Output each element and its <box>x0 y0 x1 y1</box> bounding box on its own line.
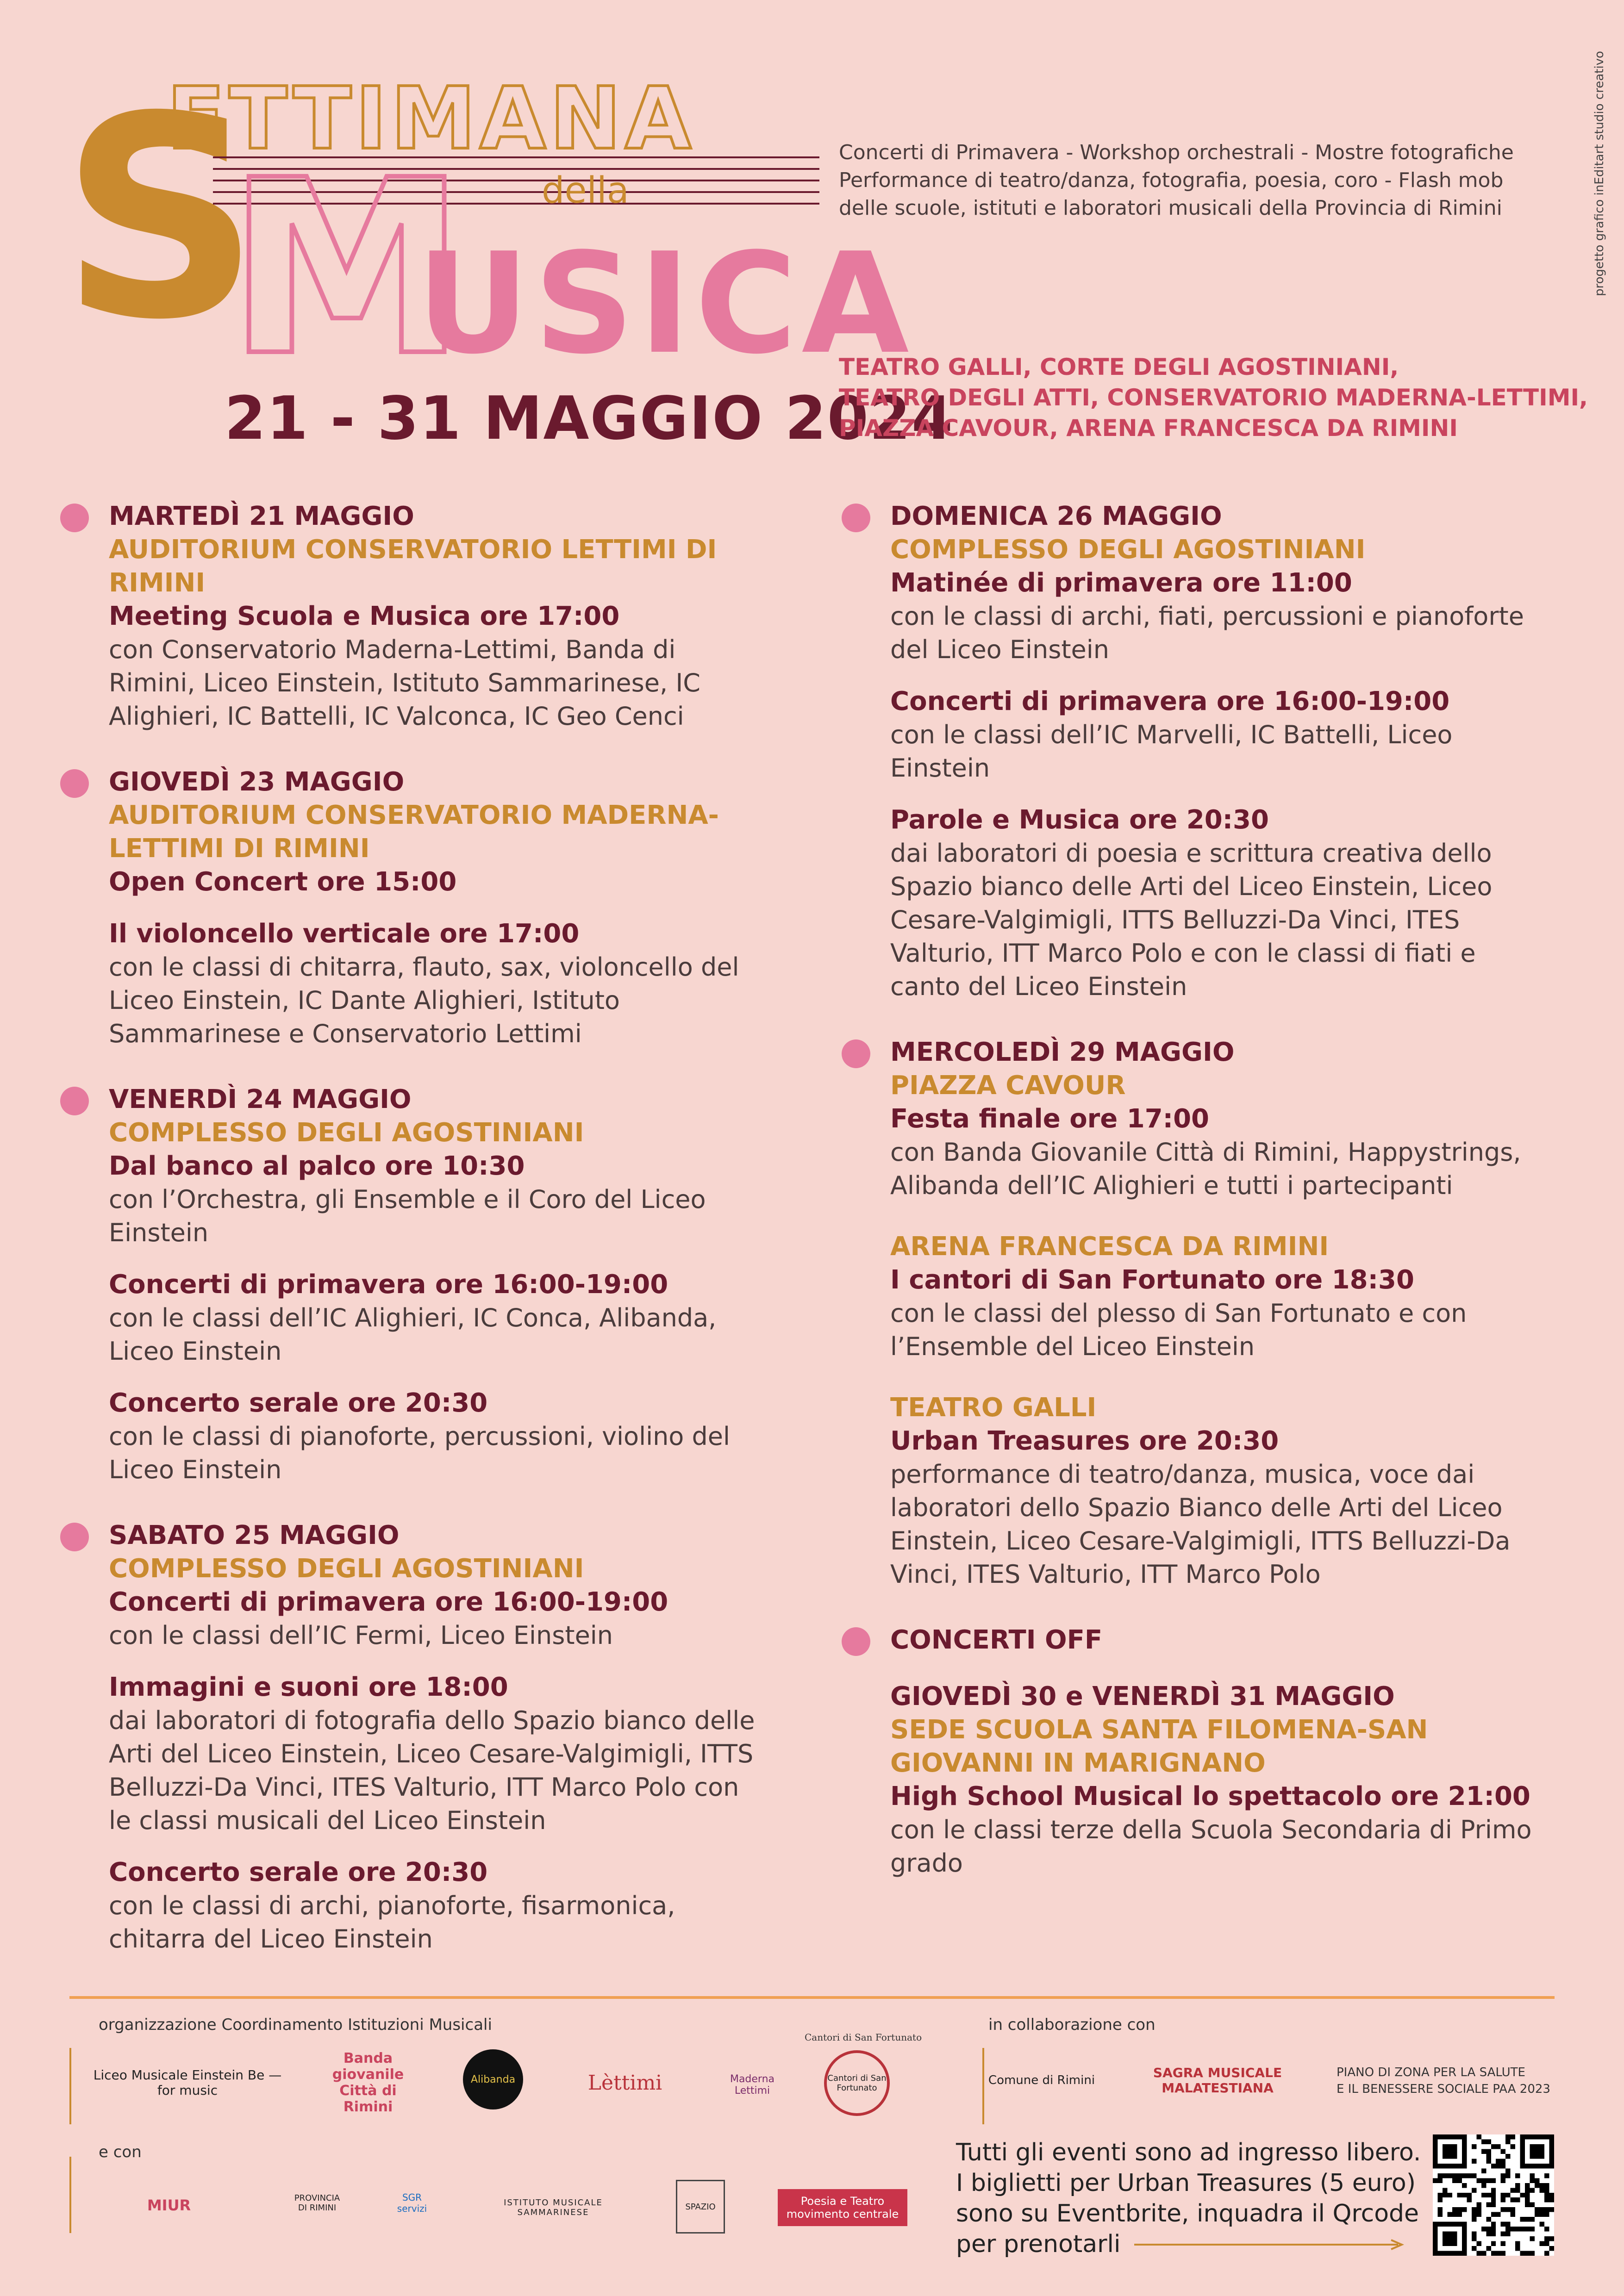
event-description: con l’Orchestra, gli Ensemble e il Coro del Liceo Einstein <box>109 1185 706 1247</box>
day-title: MERCOLEDÌ 29 MAGGIO <box>890 1037 1235 1067</box>
title-word-musica: USICA <box>417 223 914 385</box>
logo-bar-left <box>69 2048 71 2124</box>
event <box>109 600 764 733</box>
title-della: della <box>542 170 629 212</box>
day-title: MARTEDÌ 21 MAGGIO <box>109 501 414 531</box>
logo-spazio: SPAZIO <box>676 2180 725 2234</box>
festival-dates: 21 - 31 MAGGIO 2024 <box>225 384 954 453</box>
logo-liceo-einstein: Liceo Musicale Einstein Be — for music <box>93 2067 282 2098</box>
venue-name: PIAZZA CAVOUR <box>890 1070 1126 1101</box>
event <box>890 803 1545 1003</box>
event-description: con le classi dell’IC Fermi, Liceo Einstein <box>109 1621 613 1650</box>
event-description: con le classi di archi, fiati, percussioni e pianoforte del Liceo Einstein <box>890 602 1524 664</box>
day-block <box>60 1519 764 1956</box>
day-title: DOMENICA 26 MAGGIO <box>890 501 1222 531</box>
logo-miur: MIUR <box>147 2196 191 2214</box>
event-description: dai laboratori di poesia e scrittura creativa dello Spazio bianco delle Arti del Liceo Einstein, Liceo Cesare-Valgimigli, ITTS Belluzzi-Da Vinci, ITES Valturio, ITT Marco Polo e con le classi di fiati e canto del Liceo Einstein <box>890 839 1493 1001</box>
venue-name: COMPLESSO DEGLI AGOSTINIANI <box>890 535 1366 565</box>
logo-lettimi: Lèttimi <box>587 2071 662 2095</box>
venue-name: AUDITORIUM CONSERVATORIO LETTIMI DI RIMINI <box>109 535 717 598</box>
event-description: con Banda Giovanile Città di Rimini, Happystrings, Alibanda dell’IC Alighieri e tutti i partecipanti <box>890 1138 1521 1200</box>
venue-block <box>890 1391 1545 1591</box>
organization-label: organizzazione Coordinamento Istituzioni Musicali <box>99 2016 492 2034</box>
graphic-credit: progetto grafico inEditart studio creativo <box>1593 51 1606 296</box>
event-title: Concerti di primavera ore 16:00-19:00 <box>109 1587 668 1617</box>
event-description: con le classi terze della Scuola Secondaria di Primo grado <box>890 1815 1532 1878</box>
venue-block <box>890 1230 1545 1363</box>
event-description: con Conservatorio Maderna-Lettimi, Banda di Rimini, Liceo Einstein, Istituto Sammarinese, IC Alighieri, IC Battelli, IC Valconca, IC Geo Cenci <box>109 635 700 731</box>
event-title: Concerti di primavera ore 16:00-19:00 <box>109 1269 668 1300</box>
logo-banda-giovanile: Banda giovanile Città di Rimini <box>332 2050 404 2115</box>
festival-venues: TEATRO GALLI, CORTE DEGLI AGOSTINIANI, TEATRO DEGLI ATTI, CONSERVATORIO MADERNA-LETTIMI, PIAZZA CAVOUR, ARENA FRANCESCA DA RIMINI <box>839 354 1588 442</box>
event <box>109 1268 764 1368</box>
event <box>890 1102 1545 1202</box>
event-title: Concerti di primavera ore 16:00-19:00 <box>890 686 1450 716</box>
day-bullet-icon <box>60 1087 89 1115</box>
day-bullet-icon <box>60 769 89 798</box>
piano-di-zona: PIANO DI ZONA PER LA SALUTE E IL BENESSERE SOCIALE PAA 2023 <box>1337 2066 1550 2096</box>
program-right-column <box>842 500 1545 1912</box>
event <box>109 1150 764 1250</box>
festival-title-logo <box>60 56 914 409</box>
title-big-m: M <box>227 128 467 409</box>
day-block <box>60 765 764 1051</box>
event-description: con le classi di chitarra, flauto, sax, violoncello del Liceo Einstein, IC Dante Alighieri, Istituto Sammarinese e Conservatorio Lettimi <box>109 952 739 1048</box>
event-title: Concerto serale ore 20:30 <box>109 1388 488 1418</box>
collaboration-label: in collaborazione con <box>988 2016 1156 2034</box>
logo-cantori: Cantori di San Fortunato <box>824 2050 890 2116</box>
event <box>109 917 764 1051</box>
title-big-s: S <box>60 57 261 380</box>
qr-code[interactable] <box>1433 2134 1554 2256</box>
event-title: Concerto serale ore 20:30 <box>109 1857 488 1887</box>
event-title: Immagini e suoni ore 18:00 <box>109 1672 508 1702</box>
day-bullet-icon <box>842 504 870 532</box>
day-subtitle: GIOVEDÌ 30 e VENERDÌ 31 MAGGIO <box>890 1681 1395 1711</box>
free-entry-info: Tutti gli eventi sono ad ingresso libero. I biglietti per Urban Treasures (5 euro) sono su Eventbrite, inquadra il Qrcode per prenotarli <box>956 2139 1421 2258</box>
event <box>890 685 1545 785</box>
day-block <box>842 500 1545 1003</box>
logo-poesia-teatro: Poesia e Teatro movimento centrale <box>778 2189 907 2226</box>
event-description: con le classi di archi, pianoforte, fisarmonica, chitarra del Liceo Einstein <box>109 1891 675 1954</box>
day-title: SABATO 25 MAGGIO <box>109 1520 400 1550</box>
logo-comune-rimini: Comune di Rimini <box>988 2073 1095 2087</box>
event-title: Urban Treasures ore 20:30 <box>890 1426 1279 1456</box>
event-title: Dal banco al palco ore 10:30 <box>109 1151 525 1181</box>
day-bullet-icon <box>60 504 89 532</box>
event <box>109 1671 764 1837</box>
event-title: Parole e Musica ore 20:30 <box>890 805 1269 835</box>
day-bullet-icon <box>60 1523 89 1551</box>
day-title: GIOVEDÌ 23 MAGGIO <box>109 767 405 797</box>
day-block <box>842 1624 1545 1880</box>
event-title: Il violoncello verticale ore 17:00 <box>109 919 580 949</box>
event-description: con le classi del plesso di San Fortunato e con l’Ensemble del Liceo Einstein <box>890 1299 1467 1361</box>
day-block <box>60 500 764 733</box>
venue-name: SEDE SCUOLA SANTA FILOMENA-SAN GIOVANNI IN MARIGNANO <box>890 1715 1428 1778</box>
day-bullet-icon <box>842 1627 870 1656</box>
event-title: Festa finale ore 17:00 <box>890 1104 1210 1134</box>
event <box>890 566 1545 666</box>
event-title: Meeting Scuola e Musica ore 17:00 <box>109 601 620 631</box>
logo-sagra-malatestiana: SAGRA MUSICALE MALATESTIANA <box>1153 2065 1282 2096</box>
footer-divider <box>69 1996 1555 1999</box>
day-title: CONCERTI OFF <box>890 1625 1103 1655</box>
event <box>109 865 764 899</box>
event <box>109 1387 764 1487</box>
event-title: Open Concert ore 15:00 <box>109 867 457 897</box>
program-left-column <box>60 500 764 1988</box>
arrow-to-qr-icon <box>1134 2239 1407 2250</box>
event-title: Matinée di primavera ore 11:00 <box>890 568 1352 598</box>
event-description: con le classi di pianoforte, percussioni, violino del Liceo Einstein <box>109 1422 731 1484</box>
festival-subtitle: Concerti di Primavera - Workshop orchestrali - Mostre fotografiche Performance di teatro/danza, fotografia, poesia, coro - Flash mob delle scuole, istituti e laboratori musicali della Provincia di Rimini <box>839 141 1514 220</box>
logo-provincia-rimini: PROVINCIA DI RIMINI <box>294 2193 340 2213</box>
title-word-settimana: ETTIMANA <box>167 68 695 168</box>
venue-name: AUDITORIUM CONSERVATORIO MADERNA-LETTIMI DI RIMINI <box>109 800 719 864</box>
day-block <box>842 1036 1545 1591</box>
event-description: performance di teatro/danza, musica, voce dai laboratori dello Spazio Bianco delle Arti del Liceo Einstein, Liceo Cesare-Valgimigli, ITTS Belluzzi-Da Vinci, ITES Valturio, ITT Marco Polo <box>890 1460 1511 1589</box>
venue-name: ARENA FRANCESCA DA RIMINI <box>890 1232 1329 1262</box>
event-description: con le classi dell’IC Marvelli, IC Battelli, Liceo Einstein <box>890 720 1453 783</box>
logo-bar-bottom <box>69 2157 71 2233</box>
event <box>890 1780 1545 1880</box>
event-title: I cantori di San Fortunato ore 18:30 <box>890 1265 1414 1295</box>
venue-name: COMPLESSO DEGLI AGOSTINIANI <box>109 1118 584 1148</box>
event <box>109 1856 764 1956</box>
event-description: dai laboratori di fotografia dello Spazio bianco delle Arti del Liceo Einstein, Liceo Cesare-Valgimigli, ITTS Belluzzi-Da Vinci, ITES Valturio, ITT Marco Polo con le classi musicali del Liceo Einstein <box>109 1706 755 1835</box>
venue-name: TEATRO GALLI <box>890 1393 1097 1423</box>
venue-name: COMPLESSO DEGLI AGOSTINIANI <box>109 1554 584 1584</box>
also-with-label: e con <box>99 2143 142 2161</box>
logo-maderna-lettimi: Maderna Lettimi <box>730 2073 775 2097</box>
logo-sgr: SGR servizi <box>397 2192 427 2214</box>
day-bullet-icon <box>842 1039 870 1068</box>
day-title: VENERDÌ 24 MAGGIO <box>109 1084 412 1114</box>
day-block <box>60 1083 764 1487</box>
logo-alibanda: Alibanda <box>463 2049 523 2109</box>
logo-istituto-sammarinese: ISTITUTO MUSICALE SAMMARINESE <box>504 2198 603 2217</box>
event-description: con le classi dell’IC Alighieri, IC Conca, Alibanda, Liceo Einstein <box>109 1303 717 1366</box>
event-title: High School Musical lo spettacolo ore 21:00 <box>890 1781 1530 1811</box>
cantori-label: Cantori di San Fortunato <box>805 2032 922 2043</box>
event <box>109 1586 764 1652</box>
